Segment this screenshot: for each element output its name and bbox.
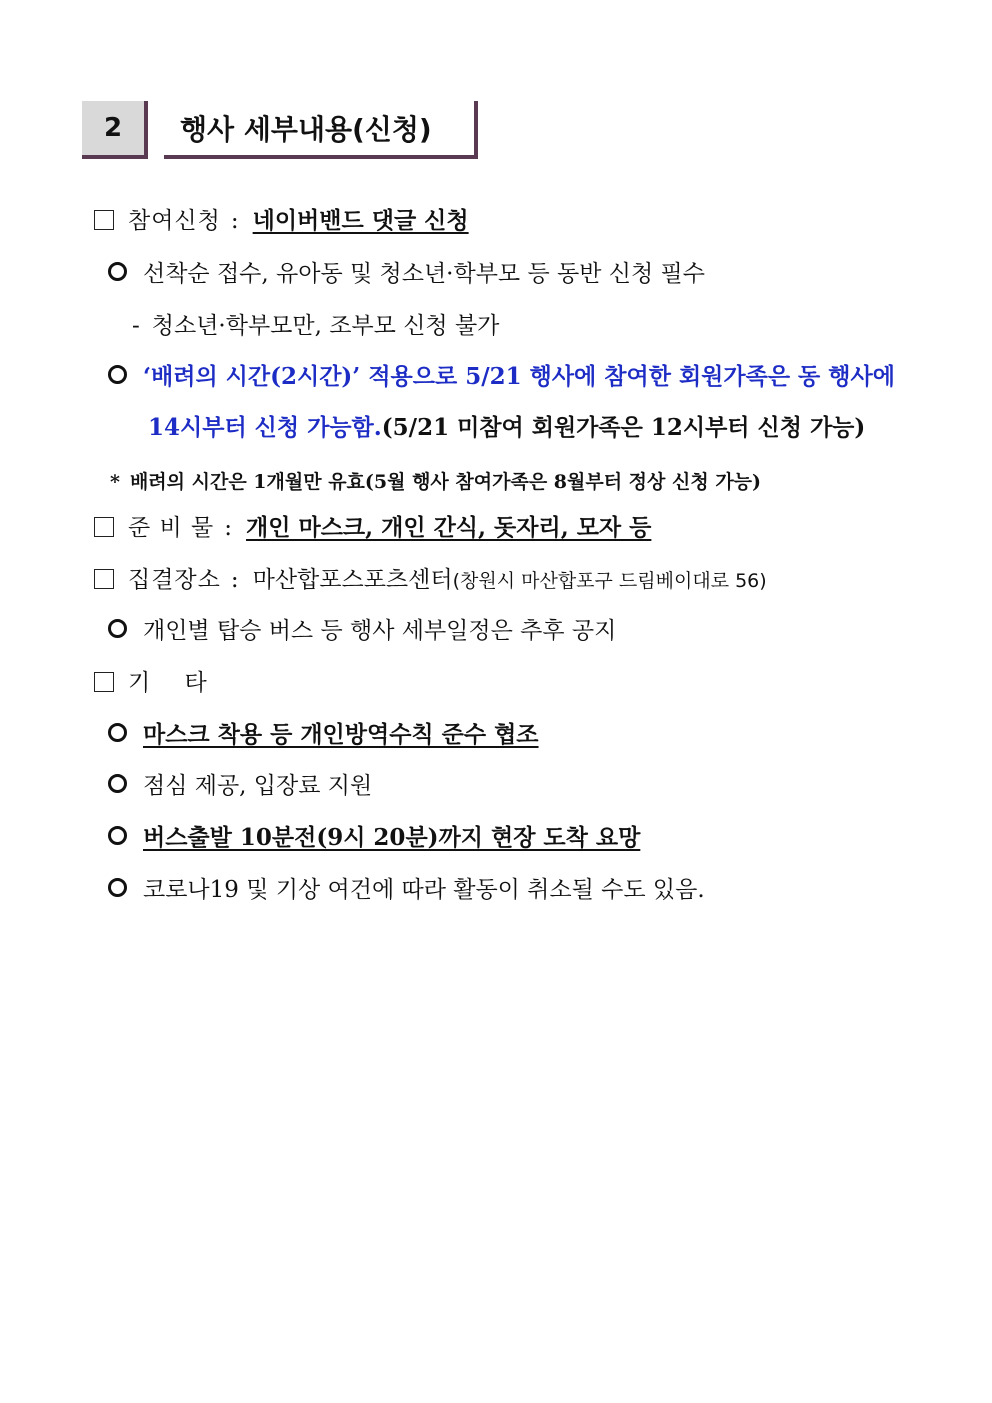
etc-sub1-text: 마스크 착용 등 개인방역수칙 준수 협조 [143,721,539,748]
meeting-row [94,565,767,596]
etc-sub4-text: 코로나19 및 기상 여건에 따라 활동이 취소될 수도 있음. [143,877,705,903]
apply-sub1-detail-row [132,311,499,341]
etc-sub4-row [108,875,705,905]
apply-colon: : [230,208,239,234]
circle-bullet-icon [108,619,127,638]
square-bullet-icon [94,569,114,589]
circle-bullet-icon [108,365,127,384]
meeting-colon: : [230,567,239,593]
apply-sub1-detail-text: 청소년·학부모만, 조부모 신청 불가 [151,313,500,339]
section-title: 행사 세부내용(신청) [180,113,432,146]
meeting-value: 마산합포스포츠센터 [252,567,453,593]
circle-bullet-icon [108,878,127,897]
apply-sub2-line1: ‘배려의 시간(2시간)’ 적용으로 5/21 행사에 참여한 회원가족은 동 행사에 [143,363,895,390]
dash-marker: - [132,313,140,339]
note-star: * [110,471,120,493]
circle-bullet-icon [108,826,127,845]
meeting-sub1-row [108,616,616,646]
apply-sub1-text: 선착순 접수, 유아동 및 청소년·학부모 등 동반 신청 필수 [143,261,705,287]
square-bullet-icon [94,672,114,692]
supplies-value: 개인 마스크, 개인 간식, 돗자리, 모자 등 [246,514,652,541]
circle-bullet-icon [108,262,127,281]
meeting-value-detail: (창원시 마산합포구 드림베이대로 56) [452,570,767,592]
square-bullet-icon [94,210,114,230]
etc-sub3-row [108,823,640,853]
section-header [82,101,480,159]
supplies-label: 준 비 물 [128,515,215,541]
section-title-box [164,101,478,159]
etc-sub2-row [108,771,372,801]
apply-value: 네이버밴드 댓글 신청 [252,207,469,234]
apply-note-text: 배려의 시간은 1개월만 유효(5월 행사 참여가족은 8월부터 정상 신청 가능) [129,471,762,493]
etc-sub3-text: 버스출발 10분전(9시 20분)까지 현장 도착 요망 [143,824,641,851]
supplies-row [94,513,651,543]
meeting-label: 집결장소 [128,567,221,593]
apply-label: 참여신청 [128,208,221,234]
apply-sub2-line2-row [148,413,865,443]
apply-sub2-line2-black: (5/21 미참여 회원가족은 12시부터 신청 가능) [381,414,866,441]
apply-sub2-row [108,362,895,392]
meeting-sub1-text: 개인별 탑승 버스 등 행사 세부일정은 추후 공지 [143,618,617,644]
section-number: 2 [82,101,148,159]
circle-bullet-icon [108,774,127,793]
apply-note-row [110,467,761,497]
etc-sub1-row [108,720,539,750]
apply-sub2-line2-blue: 14시부터 신청 가능함. [148,414,382,441]
apply-sub1-row [108,259,705,289]
etc-sub2-text: 점심 제공, 입장료 지원 [143,773,373,799]
supplies-colon: : [224,515,233,541]
circle-bullet-icon [108,723,127,742]
etc-row [94,668,208,698]
etc-label: 기 타 [128,670,208,696]
square-bullet-icon [94,517,114,537]
apply-row [94,206,469,236]
